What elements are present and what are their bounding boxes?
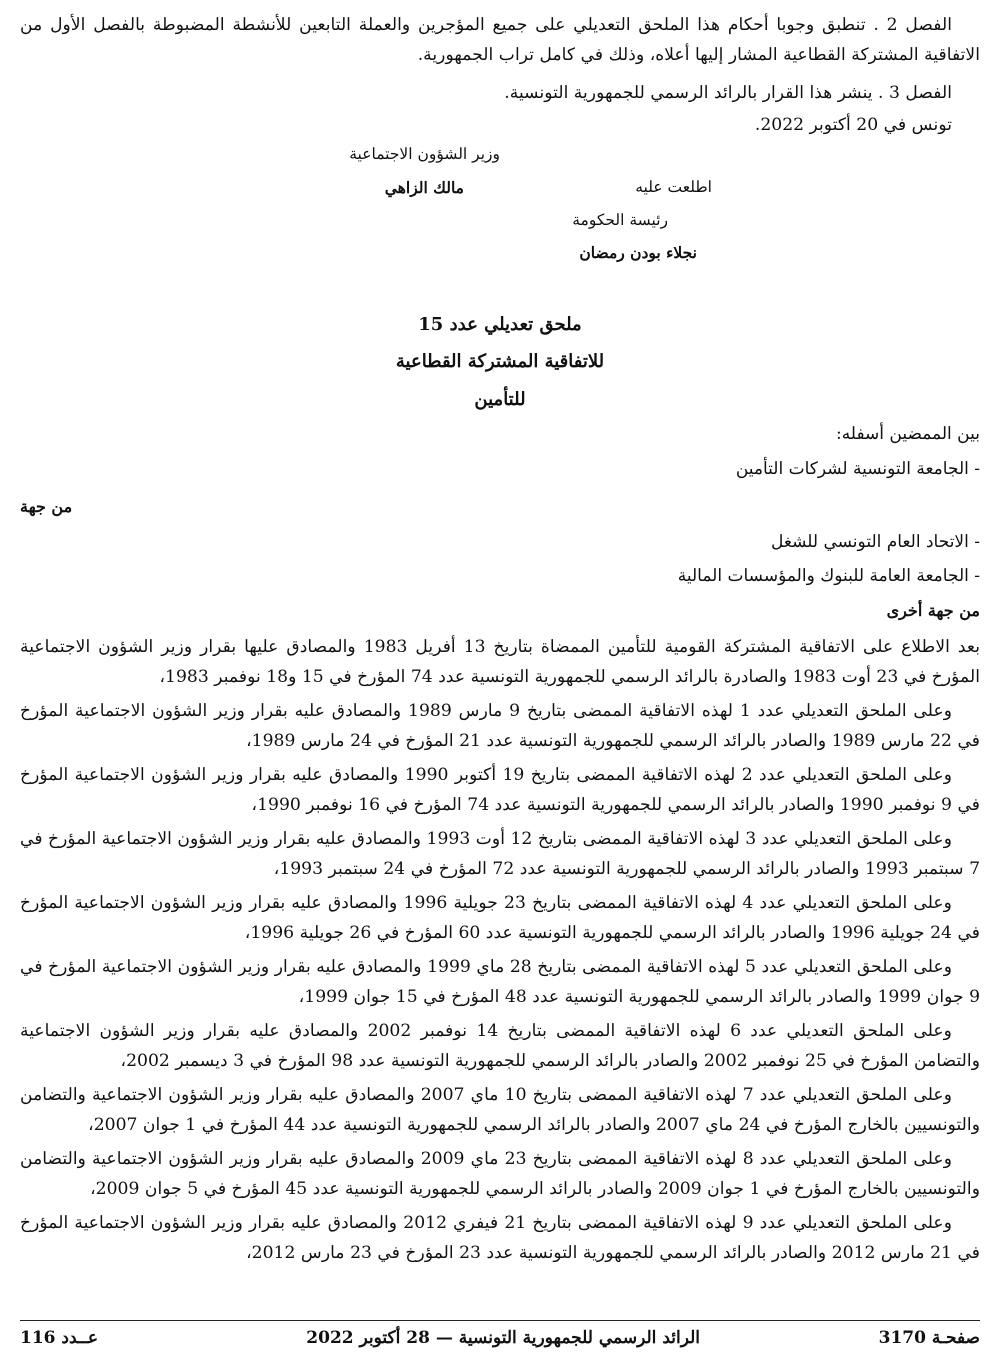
party-labor-union: - الاتحاد العام التونسي للشغل — [771, 532, 980, 552]
pm-title: رئيسة الحكومة — [572, 211, 668, 229]
consideration-paragraph: وعلى الملحق التعديلي عدد 3 لهذه الاتفاقية الممضى بتاريخ 12 أوت 1993 والمصادق عليه بقرار وزير الشؤون الاجتماعية المؤرخ في 7 سبتمبر 1993 والصادر بالرائد الرسمي للجمهورية التونسية عدد 72 المؤرخ في 24 سبتمبر 1993، — [20, 829, 980, 879]
parties-intro: بين الممضين أسفله: — [835, 424, 980, 444]
pm-name: نجلاء بودن رمضان — [579, 243, 697, 262]
page-footer — [20, 1328, 980, 1352]
consideration-paragraph: وعلى الملحق التعديلي عدد 8 لهذه الاتفاقية الممضى بتاريخ 23 ماي 2009 والمصادق عليه بقرار وزير الشؤون الاجتماعية والتضامن والتونسيين بالخارج المؤرخ في 1 جوان 2009 والصادر بالرائد الرسمي للجمهورية التونسية عدد 45 المؤرخ في 5 جوان 2009، — [20, 1149, 980, 1199]
consideration-paragraph: وعلى الملحق التعديلي عدد 6 لهذه الاتفاقية الممضى بتاريخ 14 نوفمبر 2002 والمصادق عليه بقرار وزير الشؤون الاجتماعية والتضامن المؤرخ في 25 نوفمبر 2002 والصادر بالرائد الرسمي للجمهورية التونسية عدد 98 المؤرخ في 3 ديسمبر 2002، — [20, 1021, 980, 1071]
consideration-paragraph: وعلى الملحق التعديلي عدد 9 لهذه الاتفاقية الممضى بتاريخ 21 فيفري 2012 والمصادق عليه بقرار وزير الشؤون الاجتماعية المؤرخ في 21 مارس 2012 والصادر بالرائد الرسمي للجمهورية التونسية عدد 23 المؤرخ في 23 مارس 2012، — [20, 1213, 980, 1263]
heading-line-3: للتأمين — [474, 389, 526, 410]
footer-page-number: صفحـة 3170 — [878, 1328, 980, 1348]
footer-publication: الرائد الرسمي للجمهورية التونسية — 28 أكتوبر 2022 — [306, 1328, 700, 1348]
minister-title: وزير الشؤون الاجتماعية — [349, 145, 500, 163]
consideration-paragraph: وعلى الملحق التعديلي عدد 2 لهذه الاتفاقية الممضى بتاريخ 19 أكتوبر 1990 والمصادق عليه بقرار وزير الشؤون الاجتماعية المؤرخ في 9 نوفمبر 1990 والصادر بالرائد الرسمي للجمهورية التونسية عدد 74 المؤرخ في 16 نوفمبر 1990، — [20, 765, 980, 815]
footer-divider — [20, 1320, 980, 1321]
consideration-paragraph: وعلى الملحق التعديلي عدد 4 لهذه الاتفاقية الممضى بتاريخ 23 جويلية 1996 والمصادق عليه بقرار وزير الشؤون الاجتماعية المؤرخ في 24 جويلية 1996 والصادر بالرائد الرسمي للجمهورية التونسية عدد 60 المؤرخ في 26 جويلية 1996، — [20, 893, 980, 943]
consideration-paragraph: بعد الاطلاع على الاتفاقية المشتركة القومية للتأمين الممضاة بتاريخ 13 أفريل 1983 والمصادق عليها بقرار وزير الشؤون الاجتماعية المؤرخ في 23 أوت 1983 والصادرة بالرائد الرسمي للجمهورية التونسية عدد 74 المؤرخ في 15 و18 نوفمبر 1983، — [20, 637, 980, 687]
footer-issue-number: عــدد 116 — [20, 1328, 99, 1348]
document-page — [20, 0, 980, 1364]
minister-name: مالك الزاهي — [384, 178, 464, 197]
consideration-paragraph: وعلى الملحق التعديلي عدد 1 لهذه الاتفاقية الممضى بتاريخ 9 مارس 1989 والمصادق عليه بقرار وزير الشؤون الاجتماعية المؤرخ في 22 مارس 1989 والصادر بالرائد الرسمي للجمهورية التونسية عدد 21 المؤرخ في 24 مارس 1989، — [20, 701, 980, 751]
heading-line-1: ملحق تعديلي عدد 15 — [418, 314, 582, 335]
side-two-label: من جهة أخرى — [886, 601, 980, 620]
considerations-section — [20, 632, 980, 1272]
side-one-label: من جهة — [20, 497, 73, 516]
intro-section — [20, 10, 980, 140]
seen-label: اطلعت عليه — [635, 178, 712, 196]
consideration-paragraph: وعلى الملحق التعديلي عدد 5 لهذه الاتفاقية الممضى بتاريخ 28 ماي 1999 والمصادق عليه بقرار وزير الشؤون الاجتماعية المؤرخ في 9 جوان 1999 والصادر بالرائد الرسمي للجمهورية التونسية عدد 48 المؤرخ في 15 جوان 1999، — [20, 957, 980, 1007]
consideration-paragraph: وعلى الملحق التعديلي عدد 7 لهذه الاتفاقية الممضى بتاريخ 10 ماي 2007 والمصادق عليه بقرار وزير الشؤون الاجتماعية والتضامن والتونسيين بالخارج المؤرخ في 24 ماي 2007 والصادر بالرائد الرسمي للجمهورية التونسية عدد 44 المؤرخ في 1 جوان 2007، — [20, 1085, 980, 1135]
party-banks-federation: - الجامعة العامة للبنوك والمؤسسات المالية — [677, 566, 980, 586]
chapter-2-text: الفصل 2 . تنطبق وجوبا أحكام هذا الملحق التعديلي على جميع المؤجرين والعملة التابعين للأنشطة المضبوطة بالفصل الأول من الاتفاقية المشتركة القطاعية المشار إليها أعلاه، وذلك في كامل تراب الجمهورية. — [20, 15, 980, 65]
heading-line-2: للاتفاقية المشتركة القطاعية — [395, 351, 605, 372]
party-insurance-federation: - الجامعة التونسية لشركات التأمين — [735, 459, 980, 479]
chapter-3-text: الفصل 3 . ينشر هذا القرار بالرائد الرسمي للجمهورية التونسية. — [504, 83, 952, 103]
decision-date: تونس في 20 أكتوبر 2022. — [754, 115, 952, 135]
